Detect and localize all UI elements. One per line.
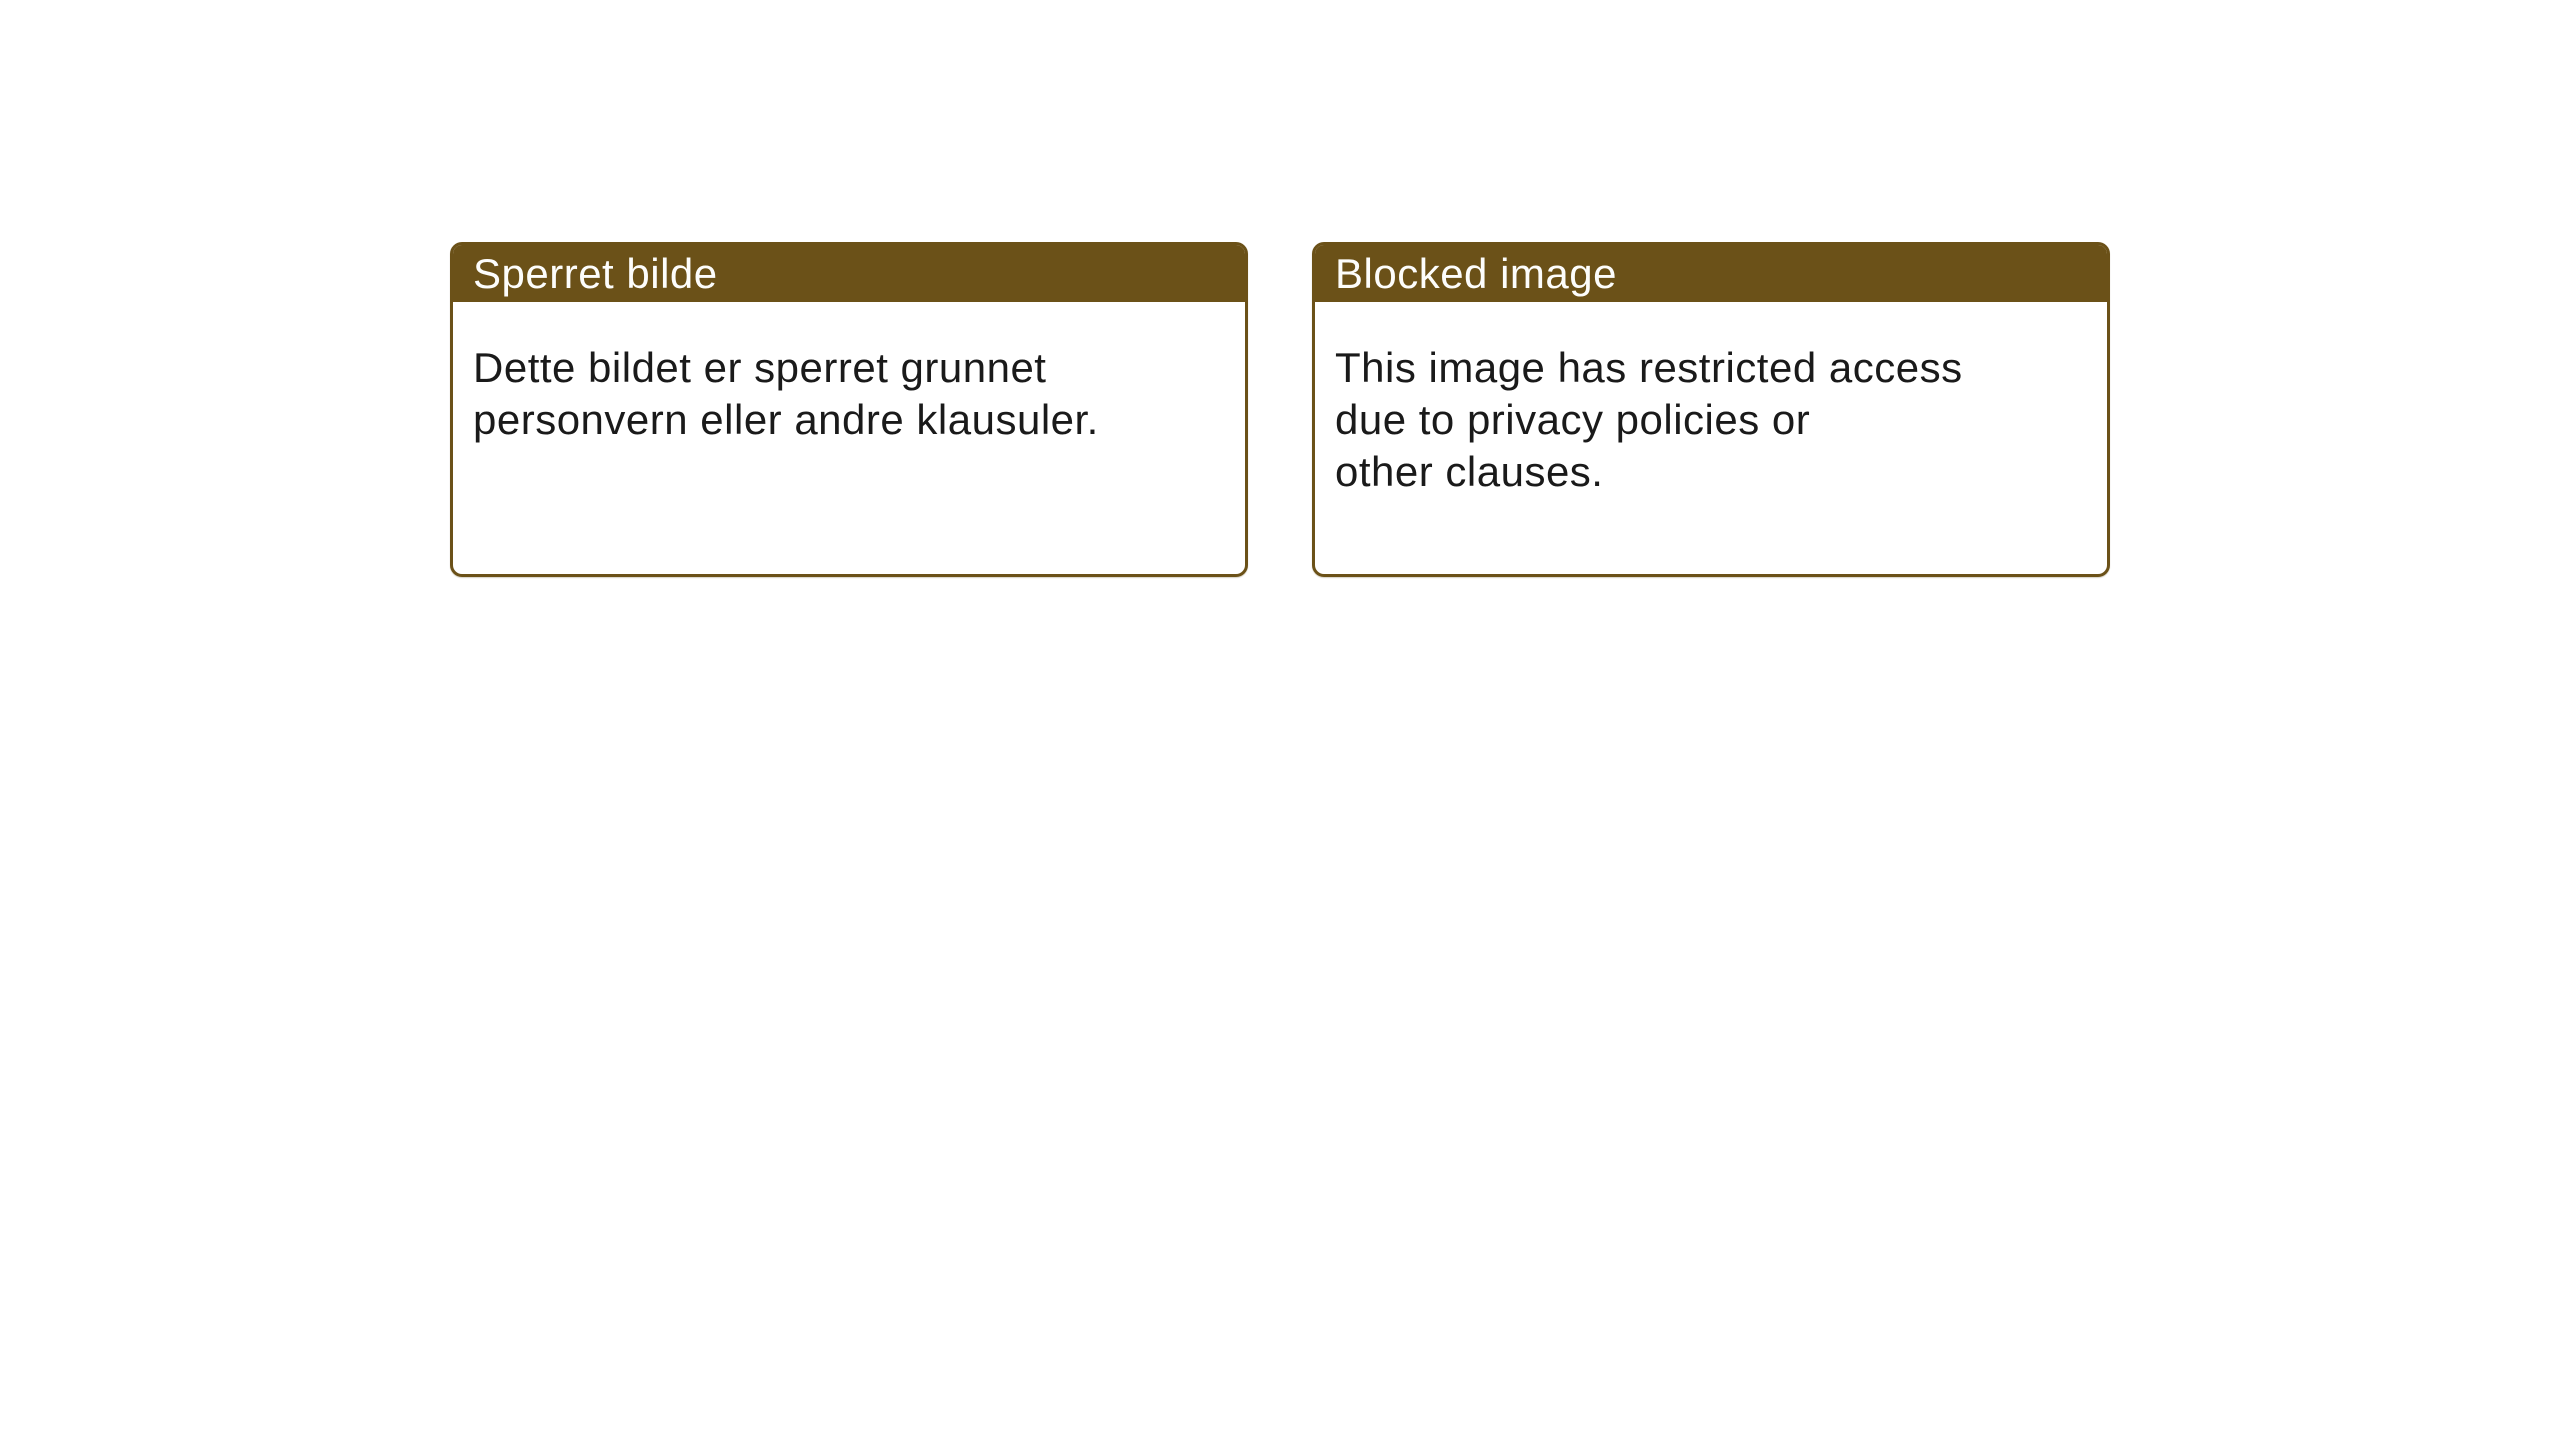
notice-body-line: Dette bildet er sperret grunnet bbox=[473, 344, 1047, 391]
notice-body bbox=[1315, 302, 2107, 498]
notice-body bbox=[453, 302, 1245, 446]
notice-body-line: other clauses. bbox=[1335, 448, 1604, 495]
notice-header bbox=[453, 245, 1245, 302]
notice-header bbox=[1315, 245, 2107, 302]
blocked-image-notice-norwegian bbox=[450, 242, 1248, 577]
notice-body-line: personvern eller andre klausuler. bbox=[473, 396, 1099, 443]
notice-body-line: due to privacy policies or bbox=[1335, 396, 1811, 443]
notice-title: Blocked image bbox=[1335, 249, 1617, 297]
notice-body-line: This image has restricted access bbox=[1335, 344, 1963, 391]
blocked-image-notice-english bbox=[1312, 242, 2110, 577]
notice-title: Sperret bilde bbox=[473, 249, 718, 297]
